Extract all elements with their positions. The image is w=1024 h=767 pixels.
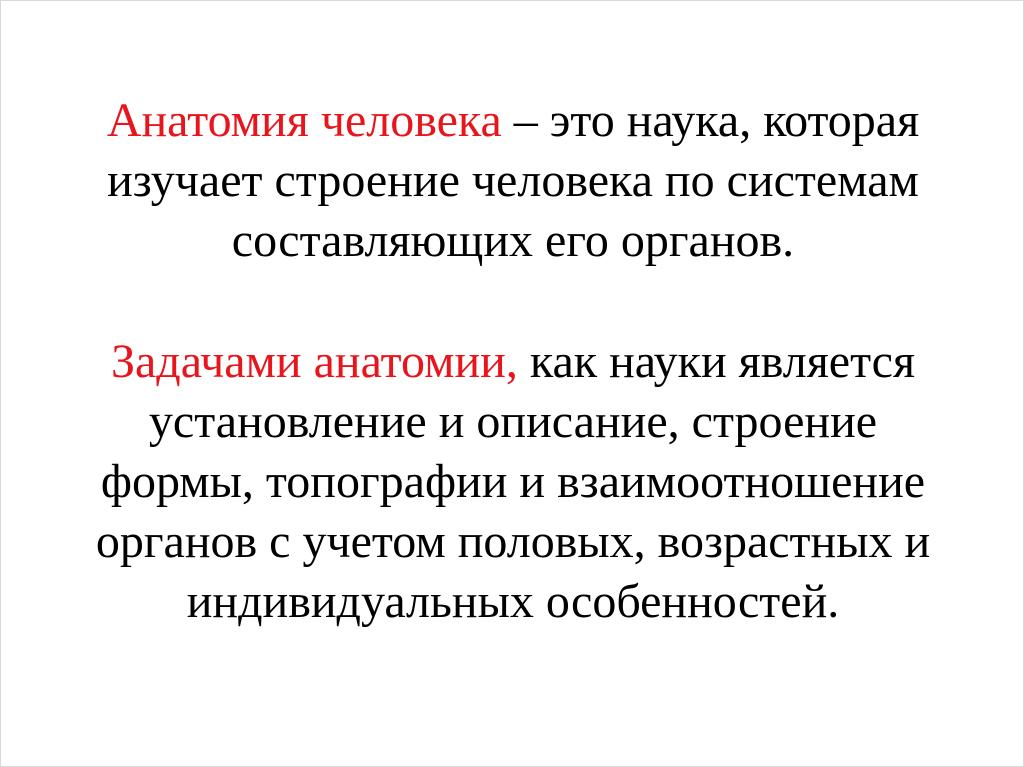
definition-line-1-text: – это наука, которая xyxy=(501,94,920,147)
tasks-line-3: формы, топографии и взаимоотношение xyxy=(100,455,926,508)
tasks-line-2: установление и описание, строение xyxy=(148,395,878,448)
tasks-line-1-text: как науки является xyxy=(517,335,916,388)
definition-line-3: составляющих его органов. xyxy=(231,214,795,267)
definition-term: Анатомия человека xyxy=(106,94,502,147)
tasks-paragraph xyxy=(1,332,1024,632)
tasks-term: Задачами анатомии, xyxy=(110,335,518,388)
tasks-line-1 xyxy=(1,332,1024,392)
tasks-line-4: органов с учетом половых, возрастных и xyxy=(95,515,931,568)
definition-paragraph xyxy=(1,91,1024,271)
definition-line-2: изучает строение человека по системам xyxy=(107,154,919,207)
tasks-line-5: индивидуальных особенностей. xyxy=(186,575,840,628)
definition-line-1 xyxy=(1,91,1024,151)
